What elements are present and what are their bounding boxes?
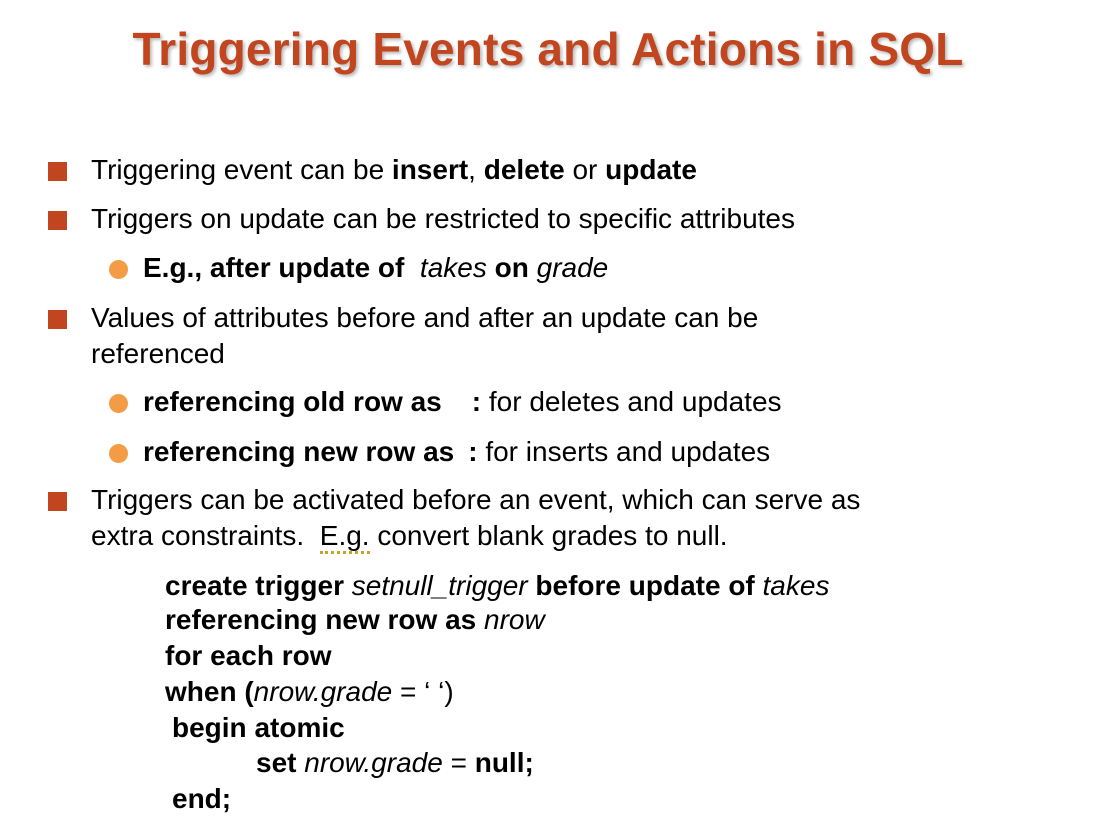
keyword-delete: delete xyxy=(483,154,565,185)
bullet-square-icon xyxy=(48,310,67,329)
code-line-1 xyxy=(165,568,829,604)
bullet-2-text: Triggers on update can be restricted to specific attributes xyxy=(91,203,795,234)
code-condition-attr: nrow.grade xyxy=(253,676,393,707)
bullet-square-icon xyxy=(48,492,67,511)
code-set-attr: nrow.grade xyxy=(304,747,443,778)
sub-1-italic-1: takes xyxy=(419,252,487,283)
sub-3-colon: : xyxy=(468,436,478,467)
bullet-1-sep: , xyxy=(468,154,484,185)
bullet-4-pre: extra constraints. xyxy=(91,520,320,551)
bullet-3-line-2: referenced xyxy=(91,338,225,369)
code-kw-referencing: referencing new row as xyxy=(165,604,477,635)
bullet-dot-icon xyxy=(109,444,128,463)
code-line-2 xyxy=(165,602,545,638)
bullet-1-pre: Triggering event can be xyxy=(91,154,392,185)
code-line-3 xyxy=(165,638,331,674)
bullet-4-line-1: Triggers can be activated before an event, which can serve as xyxy=(91,484,861,515)
sub-2-rest: for deletes and updates xyxy=(481,386,782,417)
eg-abbreviation: E.g. xyxy=(320,521,370,554)
sub-1-bold-2: on xyxy=(494,252,529,283)
bullet-square-icon xyxy=(48,162,67,181)
sub-bullet-2-text xyxy=(143,384,782,420)
code-alias: nrow xyxy=(484,604,545,635)
sub-2-bold: referencing old row as xyxy=(143,386,442,417)
keyword-update: update xyxy=(605,154,697,185)
code-kw-null: null; xyxy=(474,747,534,778)
code-kw-create-trigger: create trigger xyxy=(165,570,344,601)
sub-2-colon: : xyxy=(471,386,482,417)
code-line-7 xyxy=(172,781,231,817)
bullet-dot-icon xyxy=(109,260,128,279)
bullet-1-text xyxy=(91,152,697,188)
keyword-insert: insert xyxy=(391,154,469,185)
code-kw-begin-atomic: begin atomic xyxy=(172,712,345,743)
code-line-4 xyxy=(165,674,454,710)
bullet-dot-icon xyxy=(109,394,128,413)
code-trigger-name: setnull_trigger xyxy=(351,570,528,601)
code-line-6 xyxy=(256,745,534,781)
code-table-name: takes xyxy=(762,570,830,601)
code-kw-before-update: before update of xyxy=(535,570,755,601)
bullet-4-post: convert blank grades to null. xyxy=(369,520,728,551)
slide-title: Triggering Events and Actions in SQL xyxy=(132,23,964,75)
code-kw-end: end; xyxy=(172,783,232,814)
sub-1-bold-1: E.g., after update of xyxy=(143,252,405,283)
code-condition-rest: = ‘ ‘) xyxy=(392,676,454,707)
sub-bullet-3-text xyxy=(143,434,770,470)
bullet-square-icon xyxy=(48,211,67,230)
bullet-3-line-1: Values of attributes before and after an update can be xyxy=(91,302,759,333)
code-line-5 xyxy=(172,710,345,746)
code-kw-set: set xyxy=(256,747,297,778)
sub-3-rest: for inserts and updates xyxy=(477,436,771,467)
sub-1-italic-2: grade xyxy=(536,252,609,283)
code-kw-when: when ( xyxy=(165,676,254,707)
sub-bullet-1-text xyxy=(143,250,608,286)
code-equals: = xyxy=(442,747,475,778)
bullet-4-line-2 xyxy=(91,518,728,554)
bullet-1-mid: or xyxy=(564,154,606,185)
sub-3-bold: referencing new row as xyxy=(143,436,455,467)
code-kw-for-each-row: for each row xyxy=(165,640,332,671)
